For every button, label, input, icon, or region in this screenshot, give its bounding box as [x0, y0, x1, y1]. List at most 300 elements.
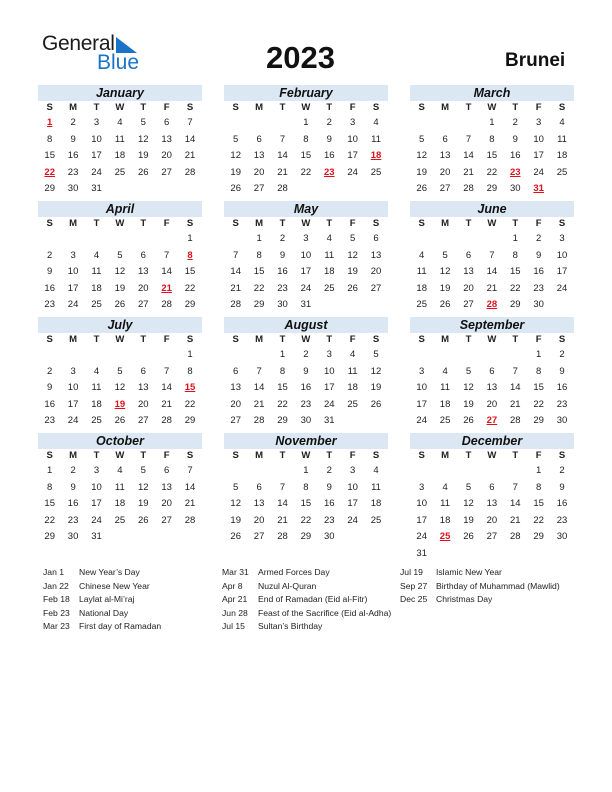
day-cell: 10 [416, 382, 427, 393]
month-july [38, 317, 202, 446]
day-cell: 22 [184, 282, 196, 294]
holiday-day: 8 [187, 249, 193, 261]
weekday-header: T [279, 218, 286, 229]
day-cell: 22 [509, 282, 521, 294]
weekday-header: S [418, 334, 425, 345]
empty-cell [504, 463, 527, 480]
day-cell: 5 [419, 133, 425, 145]
month-february [224, 85, 388, 198]
weekday-header: W [301, 102, 311, 113]
weekday-header: M [69, 334, 78, 345]
weekday-header: W [301, 450, 311, 461]
day-cell: 7 [164, 249, 170, 261]
day-cell: 24 [323, 398, 335, 410]
day-cell: 11 [557, 133, 567, 145]
weekday-header: F [163, 102, 170, 113]
day-cell: 22 [44, 514, 55, 526]
weekday-header: S [558, 102, 566, 113]
day-cell: 9 [279, 249, 286, 261]
day-cell: 16 [300, 382, 312, 393]
month-title: January [38, 85, 202, 101]
day-cell: 15 [44, 150, 55, 161]
day-cell: 9 [326, 481, 332, 493]
month-august [224, 317, 388, 430]
day-cell: 9 [559, 481, 565, 493]
day-cell: 18 [323, 266, 335, 277]
day-cell: 7 [233, 249, 239, 261]
holiday-name: National Day [79, 607, 129, 618]
weekday-header: T [512, 218, 519, 229]
logo-general: General [42, 32, 115, 55]
weekday-header: T [140, 218, 147, 229]
day-cell: 12 [114, 266, 126, 277]
day-cell: 1 [512, 233, 518, 244]
weekday-header: T [279, 334, 286, 345]
day-cell: 4 [93, 365, 100, 377]
empty-cell [224, 463, 247, 480]
weekday-header: S [372, 450, 380, 461]
weekday-header: S [418, 218, 425, 229]
day-cell: 31 [300, 299, 312, 310]
day-cell: 25 [114, 166, 126, 178]
day-grid [410, 101, 574, 198]
day-cell: 7 [489, 249, 495, 261]
empty-cell [457, 231, 480, 248]
day-cell: 2 [559, 465, 565, 476]
weekday-header: M [255, 450, 264, 461]
day-cell: 25 [370, 166, 382, 178]
month-title: June [410, 201, 574, 217]
weekday-header: T [93, 218, 100, 229]
weekday-header: S [186, 334, 194, 345]
day-cell: 2 [47, 365, 53, 377]
weekday-header: F [535, 218, 542, 229]
weekday-header: T [93, 102, 100, 113]
day-cell: 1 [187, 349, 193, 360]
day-cell: 21 [230, 282, 241, 294]
holiday-name: Nuzul Al-Quran [258, 580, 317, 591]
day-grid [38, 449, 202, 546]
day-cell: 8 [256, 249, 262, 261]
day-cell: 6 [233, 365, 239, 377]
day-cell: 11 [440, 382, 451, 393]
day-cell: 16 [67, 150, 79, 161]
holiday-item [43, 607, 161, 621]
empty-cell [61, 231, 84, 248]
day-cell: 13 [370, 249, 382, 261]
day-cell: 26 [463, 531, 474, 542]
day-cell: 26 [370, 398, 382, 410]
day-cell: 5 [233, 133, 239, 145]
empty-cell [108, 231, 131, 248]
day-cell: 15 [44, 498, 55, 509]
weekday-header: S [558, 334, 566, 345]
month-title: August [224, 317, 388, 333]
day-cell: 21 [253, 398, 265, 410]
holiday-date: Jul 19 [400, 567, 423, 577]
weekday-header: T [512, 450, 519, 461]
weekday-header: M [255, 218, 264, 229]
day-cell: 29 [300, 531, 312, 542]
day-cell: 22 [533, 514, 544, 526]
day-cell: 24 [300, 282, 312, 294]
day-cell: 5 [373, 349, 379, 360]
weekday-header: W [487, 334, 497, 345]
day-cell: 23 [556, 514, 568, 526]
day-cell: 7 [279, 481, 286, 493]
day-grid [224, 217, 388, 314]
day-cell: 12 [463, 382, 474, 393]
day-cell: 3 [70, 365, 76, 377]
day-cell: 22 [253, 282, 265, 294]
day-cell: 24 [91, 166, 102, 178]
holiday-item [400, 566, 560, 580]
empty-cell [410, 347, 433, 364]
day-cell: 19 [463, 514, 474, 526]
day-cell: 19 [114, 282, 126, 294]
day-cell: 7 [512, 481, 518, 493]
empty-cell [457, 463, 480, 480]
month-september [410, 317, 574, 430]
day-cell: 13 [253, 498, 265, 509]
holiday-column [400, 566, 560, 607]
day-cell: 29 [486, 183, 498, 194]
day-cell: 30 [300, 415, 312, 426]
weekday-header: S [558, 450, 566, 461]
holiday-day: 27 [486, 415, 498, 426]
day-cell: 18 [439, 398, 451, 410]
day-cell: 10 [67, 382, 79, 393]
day-cell: 4 [117, 465, 123, 476]
day-cell: 16 [44, 398, 55, 410]
day-cell: 3 [419, 481, 425, 493]
day-cell: 13 [161, 481, 172, 493]
day-cell: 13 [253, 150, 265, 161]
day-cell: 10 [416, 498, 427, 509]
weekday-header: S [232, 102, 239, 113]
weekday-header: S [186, 218, 194, 229]
day-cell: 26 [230, 183, 241, 194]
day-cell: 24 [556, 282, 568, 294]
day-cell: 3 [70, 249, 76, 261]
weekday-header: M [441, 450, 450, 461]
day-cell: 29 [253, 299, 265, 310]
holiday-date: Sep 27 [400, 580, 428, 591]
weekday-header: S [46, 334, 53, 345]
day-cell: 20 [253, 514, 265, 526]
day-cell: 16 [44, 282, 55, 294]
day-cell: 2 [70, 465, 76, 476]
weekday-header: F [349, 450, 356, 461]
holiday-name: Chinese New Year [79, 580, 150, 591]
day-cell: 2 [512, 117, 518, 128]
day-cell: 13 [137, 382, 149, 393]
weekday-header: T [465, 334, 472, 345]
country-label: Brunei [505, 50, 566, 71]
day-cell: 29 [184, 299, 196, 310]
day-cell: 11 [91, 266, 102, 277]
day-cell: 9 [326, 133, 332, 145]
day-cell: 4 [559, 117, 565, 128]
day-cell: 8 [47, 481, 53, 493]
day-cell: 11 [371, 133, 381, 145]
month-november [224, 433, 388, 546]
day-cell: 14 [161, 266, 172, 277]
day-cell: 14 [486, 266, 498, 277]
logo-blue: Blue [97, 51, 140, 74]
day-grid [224, 101, 388, 198]
day-cell: 20 [370, 266, 382, 277]
day-cell: 18 [114, 150, 126, 161]
day-cell: 4 [373, 465, 379, 476]
day-cell: 16 [323, 498, 335, 509]
day-cell: 15 [486, 150, 498, 161]
day-grid [38, 217, 202, 330]
day-cell: 28 [161, 299, 172, 310]
weekday-header: M [69, 450, 78, 461]
weekday-header: M [441, 102, 450, 113]
empty-cell [247, 115, 270, 132]
day-cell: 31 [91, 183, 102, 194]
empty-cell [480, 231, 503, 248]
day-cell: 5 [465, 365, 472, 377]
day-cell: 30 [556, 415, 568, 426]
day-cell: 5 [350, 233, 356, 244]
day-cell: 13 [137, 266, 149, 277]
day-grid [224, 449, 388, 546]
holiday-date: Feb 23 [43, 607, 70, 618]
day-cell: 20 [137, 398, 149, 410]
empty-cell [247, 347, 270, 364]
day-cell: 15 [300, 150, 312, 161]
day-cell: 8 [536, 481, 542, 493]
day-cell: 23 [300, 398, 312, 410]
day-cell: 4 [442, 365, 448, 377]
day-cell: 17 [416, 514, 427, 526]
weekday-header: M [69, 218, 78, 229]
day-cell: 5 [233, 481, 239, 493]
weekday-header: F [163, 334, 170, 345]
day-cell: 25 [323, 282, 335, 294]
weekday-header: T [512, 102, 519, 113]
day-cell: 30 [323, 531, 335, 542]
day-cell: 20 [253, 166, 265, 178]
holiday-name: Sultan’s Birthday [258, 621, 323, 631]
day-cell: 20 [486, 398, 498, 410]
month-title: February [224, 85, 388, 101]
day-cell: 25 [439, 415, 451, 426]
month-title: December [410, 433, 574, 449]
day-cell: 17 [67, 398, 79, 410]
holiday-item [222, 607, 391, 621]
weekday-header: F [349, 218, 356, 229]
day-cell: 21 [184, 498, 196, 509]
day-cell: 23 [44, 415, 55, 426]
weekday-header: W [115, 450, 125, 461]
day-cell: 23 [44, 299, 55, 310]
day-cell: 6 [256, 481, 262, 493]
day-cell: 23 [277, 282, 288, 294]
weekday-header: F [535, 102, 542, 113]
day-cell: 6 [373, 233, 379, 244]
empty-cell [433, 115, 456, 132]
day-cell: 13 [439, 150, 451, 161]
empty-cell [85, 231, 108, 248]
day-cell: 21 [463, 166, 474, 178]
day-cell: 21 [509, 514, 521, 526]
holiday-name: Islamic New Year [436, 567, 502, 577]
holiday-column [222, 566, 391, 634]
day-cell: 15 [277, 382, 288, 393]
weekday-header: F [349, 102, 356, 113]
holiday-name: Feast of the Sacrifice (Eid al-Adha) [258, 607, 392, 618]
holiday-day: 21 [161, 282, 172, 294]
day-cell: 25 [91, 415, 102, 426]
page-title-year: 2023 [266, 40, 335, 75]
day-cell: 11 [114, 481, 125, 493]
weekday-header: T [279, 102, 286, 113]
day-cell: 14 [184, 481, 196, 493]
day-cell: 1 [536, 465, 542, 476]
day-cell: 22 [184, 398, 196, 410]
day-cell: 14 [230, 266, 241, 277]
day-cell: 6 [489, 481, 495, 493]
holiday-day: 19 [114, 398, 126, 410]
day-cell: 24 [347, 166, 358, 178]
day-cell: 28 [463, 183, 474, 194]
weekday-header: M [441, 334, 450, 345]
weekday-header: W [487, 450, 497, 461]
empty-cell [155, 347, 178, 364]
weekday-header: M [441, 218, 450, 229]
day-cell: 30 [509, 183, 521, 194]
empty-cell [85, 347, 108, 364]
day-cell: 20 [463, 282, 474, 294]
day-cell: 22 [486, 166, 498, 178]
month-title: September [410, 317, 574, 333]
holiday-item [43, 566, 161, 580]
day-cell: 5 [117, 249, 123, 261]
day-cell: 3 [536, 117, 542, 128]
day-cell: 30 [67, 183, 79, 194]
day-cell: 5 [465, 481, 472, 493]
day-cell: 6 [164, 117, 170, 128]
day-grid [224, 333, 388, 430]
day-cell: 23 [323, 514, 335, 526]
day-cell: 19 [137, 150, 149, 161]
day-cell: 10 [323, 365, 335, 377]
day-cell: 16 [509, 150, 521, 161]
day-cell: 19 [370, 382, 382, 393]
holiday-date: Mar 31 [222, 567, 249, 577]
day-cell: 2 [70, 117, 76, 128]
day-grid [410, 217, 574, 314]
empty-cell [433, 463, 456, 480]
empty-cell [457, 347, 480, 364]
weekday-header: S [46, 102, 53, 113]
day-cell: 25 [91, 299, 102, 310]
empty-cell [410, 231, 433, 248]
weekday-header: M [255, 334, 264, 345]
weekday-header: W [487, 218, 497, 229]
empty-cell [271, 115, 294, 132]
day-cell: 9 [47, 266, 53, 277]
day-cell: 6 [465, 249, 472, 261]
day-cell: 24 [416, 531, 427, 542]
day-cell: 25 [347, 398, 358, 410]
month-may [224, 201, 388, 314]
day-cell: 17 [533, 150, 544, 161]
day-cell: 9 [512, 133, 518, 145]
weekday-header: T [465, 218, 472, 229]
weekday-header: F [535, 334, 542, 345]
empty-cell [410, 463, 433, 480]
day-cell: 24 [347, 514, 358, 526]
day-cell: 12 [230, 150, 241, 161]
day-cell: 11 [347, 365, 358, 377]
day-cell: 4 [442, 481, 448, 493]
day-cell: 25 [556, 166, 568, 178]
month-title: July [38, 317, 202, 333]
month-april [38, 201, 202, 330]
day-cell: 20 [439, 166, 451, 178]
day-cell: 2 [559, 349, 565, 360]
weekday-header: F [535, 450, 542, 461]
day-cell: 12 [230, 498, 241, 509]
day-cell: 18 [91, 398, 102, 410]
empty-cell [504, 347, 527, 364]
day-cell: 13 [230, 382, 241, 393]
holiday-item [222, 580, 391, 594]
weekday-header: T [140, 334, 147, 345]
day-cell: 5 [140, 117, 146, 128]
weekday-header: F [349, 334, 356, 345]
day-cell: 11 [91, 382, 102, 393]
empty-cell [224, 115, 247, 132]
day-cell: 2 [536, 233, 542, 244]
day-cell: 26 [463, 415, 474, 426]
day-cell: 1 [187, 233, 193, 244]
day-cell: 1 [489, 117, 495, 128]
empty-cell [271, 463, 294, 480]
holiday-date: Apr 21 [222, 594, 248, 604]
day-grid [38, 333, 202, 446]
weekday-header: T [465, 450, 472, 461]
holiday-date: Mar 23 [43, 621, 70, 631]
day-cell: 21 [509, 398, 521, 410]
weekday-header: W [487, 102, 497, 113]
empty-cell [410, 115, 433, 132]
day-cell: 26 [230, 531, 241, 542]
day-cell: 17 [556, 266, 568, 277]
day-cell: 26 [347, 282, 358, 294]
day-cell: 1 [256, 233, 262, 244]
day-cell: 13 [486, 498, 498, 509]
day-cell: 22 [277, 398, 288, 410]
day-cell: 15 [184, 266, 196, 277]
day-cell: 13 [463, 266, 474, 277]
day-cell: 2 [303, 349, 309, 360]
day-cell: 28 [161, 415, 172, 426]
day-cell: 3 [93, 465, 100, 476]
day-cell: 14 [463, 150, 474, 161]
day-cell: 26 [416, 183, 427, 194]
holiday-date: Jan 1 [43, 567, 65, 577]
day-cell: 8 [303, 481, 309, 493]
month-title: May [224, 201, 388, 217]
day-cell: 12 [347, 249, 358, 261]
day-cell: 22 [300, 166, 312, 178]
